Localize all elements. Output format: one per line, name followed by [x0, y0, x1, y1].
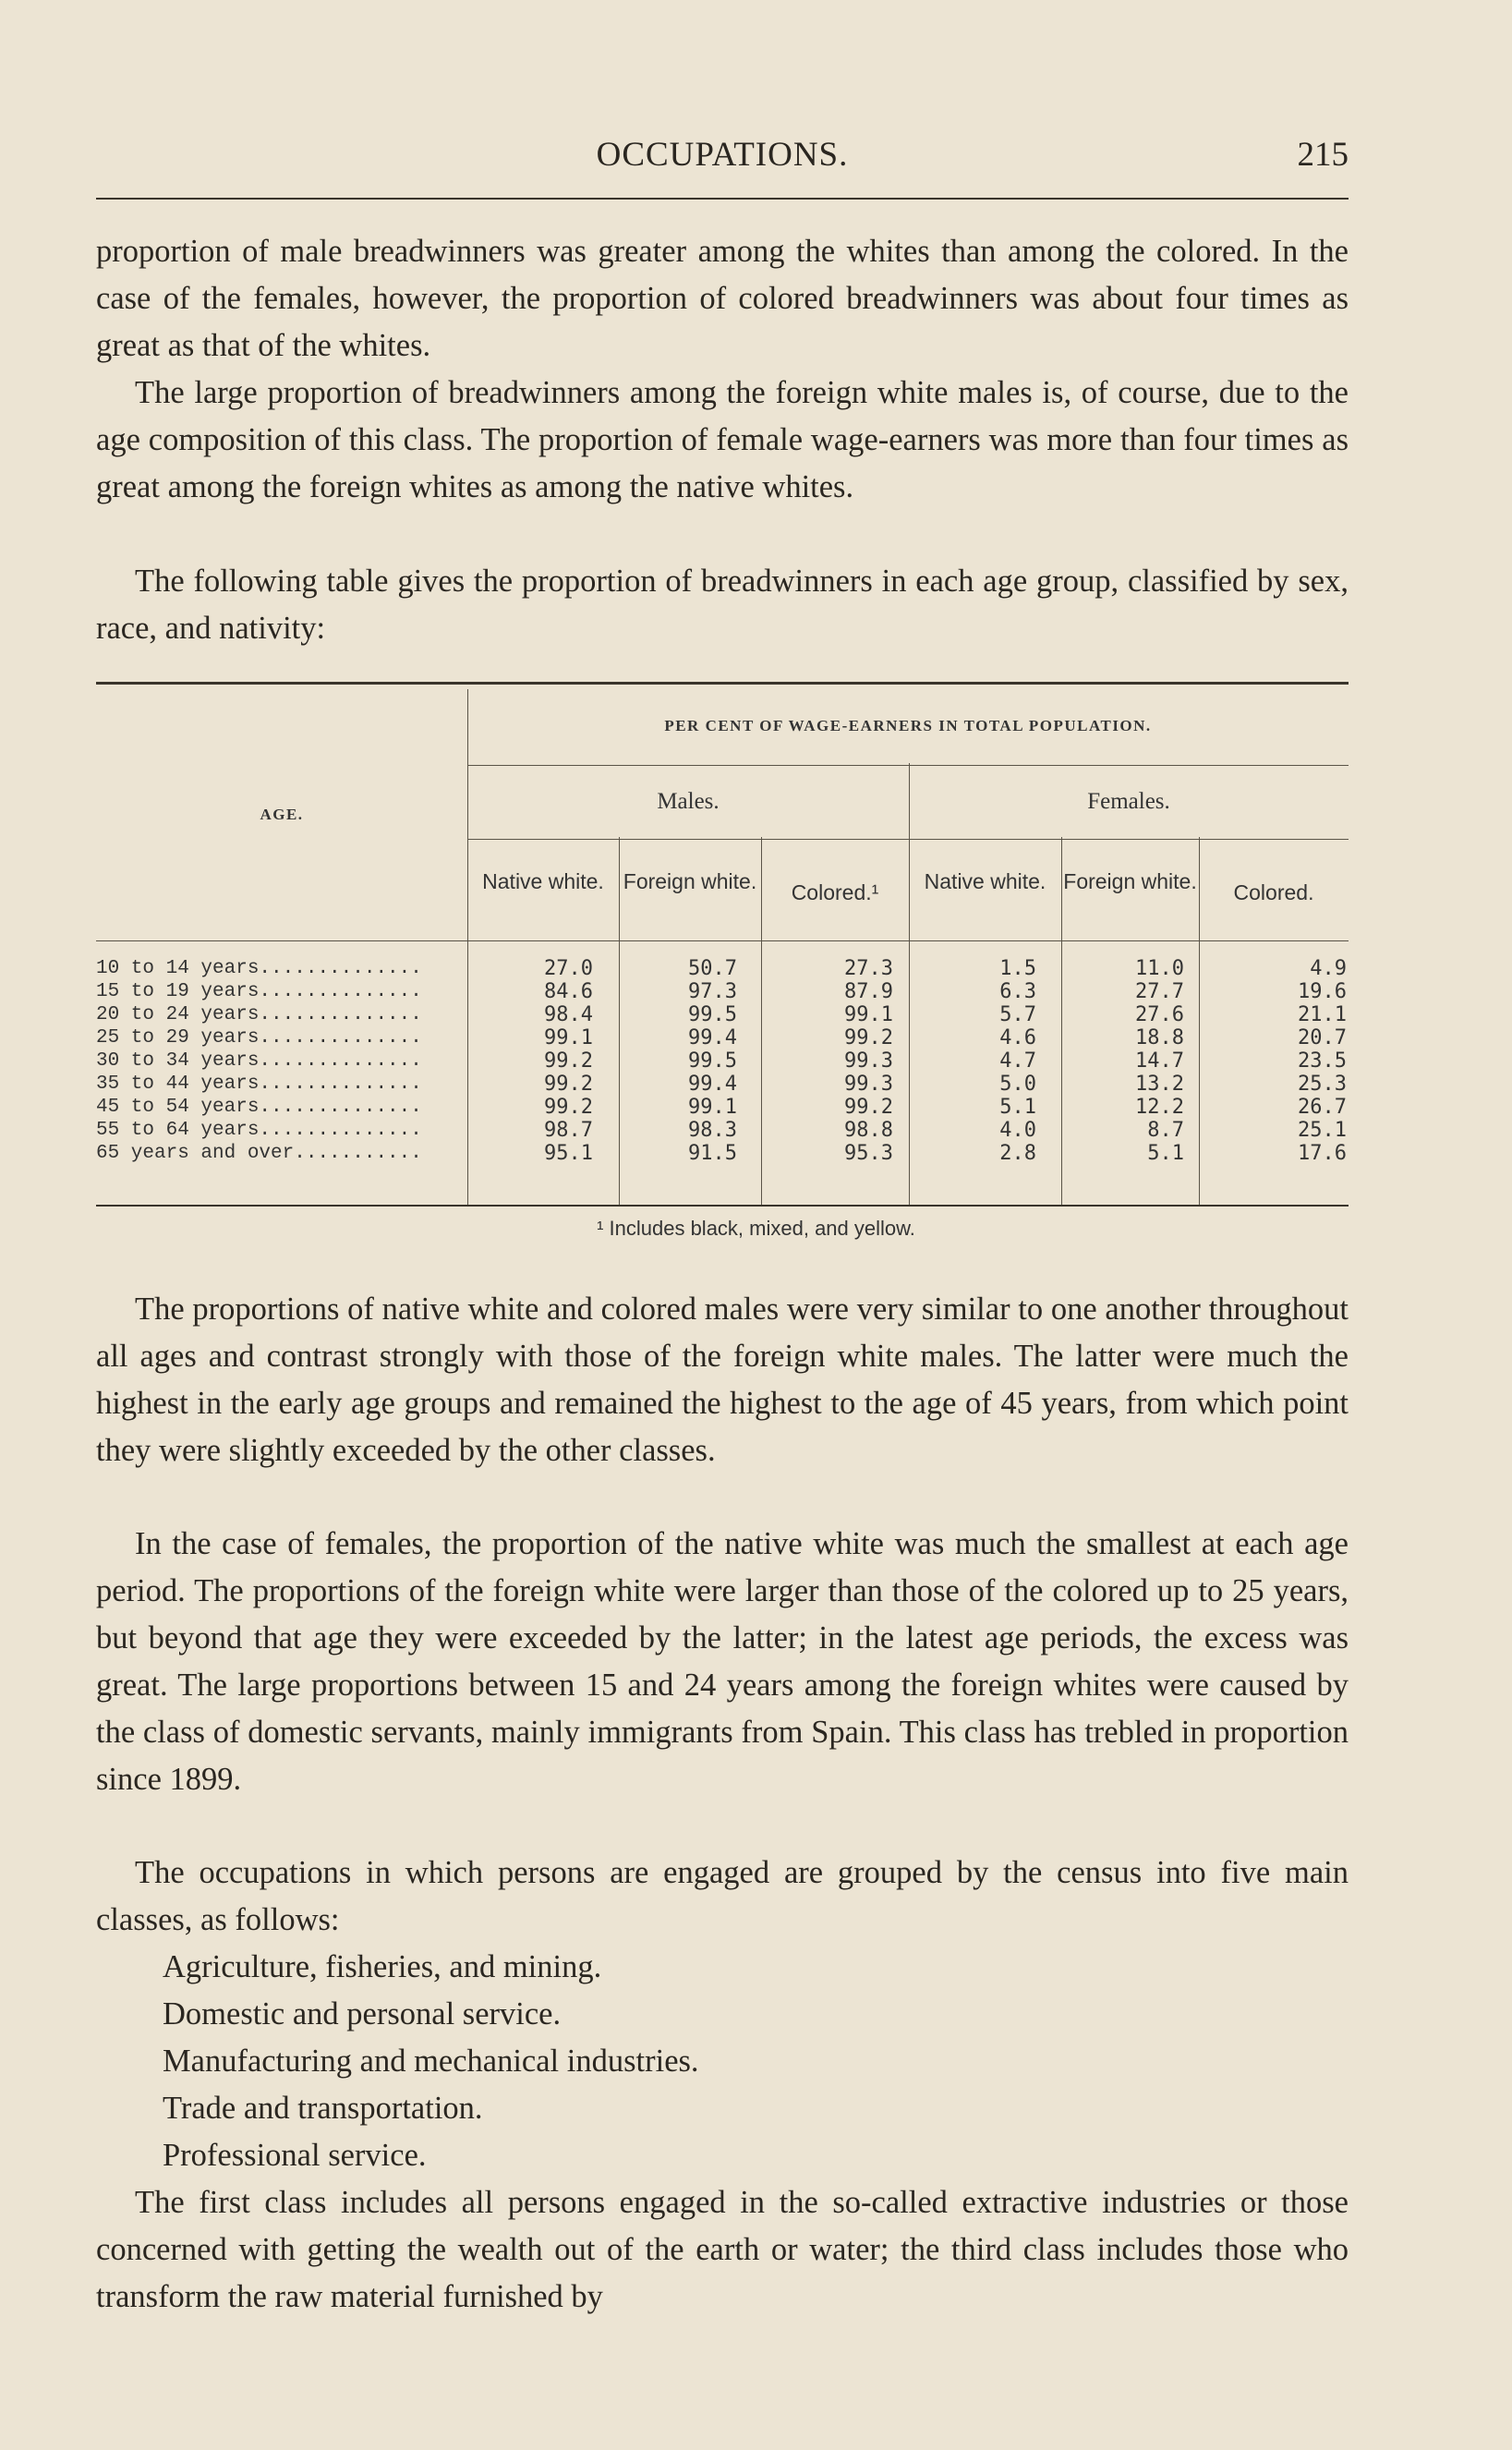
- value-cell: 95.1: [544, 1142, 593, 1165]
- value-cell: 98.8: [844, 1119, 893, 1142]
- value-cell: 1.5: [999, 957, 1036, 980]
- value-cell: 27.7: [1135, 980, 1184, 1003]
- value-cell: 5.1: [1147, 1142, 1184, 1165]
- class-item-5: Professional service.: [163, 2138, 427, 2173]
- running-head-title: OCCUPATIONS.: [596, 136, 849, 174]
- wage-earners-table: [96, 689, 1349, 1207]
- col-header-females-foreign-white: Foreign white.: [1063, 869, 1197, 893]
- table-rule-spanner: [467, 765, 1349, 766]
- group-header-males: Males.: [657, 789, 720, 814]
- col-header-males-foreign-white: Foreign white.: [623, 869, 757, 893]
- value-cell: 18.8: [1135, 1026, 1184, 1049]
- value-cell: 13.2: [1135, 1073, 1184, 1096]
- value-cell: 99.3: [844, 1049, 893, 1073]
- value-cell: 99.2: [544, 1049, 593, 1073]
- value-cell: 27.6: [1135, 1003, 1184, 1026]
- age-label: 15 to 19 years..............: [96, 981, 422, 1002]
- value-cell: 97.3: [688, 980, 737, 1003]
- col-header-males-colored: Colored.¹: [791, 880, 879, 904]
- value-cell: 99.1: [844, 1003, 893, 1026]
- value-cell: 25.3: [1298, 1073, 1347, 1096]
- age-label: 10 to 14 years..............: [96, 958, 422, 979]
- value-cell: 99.4: [688, 1026, 737, 1049]
- table-bottom-rule: [96, 1205, 1349, 1207]
- value-cell: 2.8: [999, 1142, 1036, 1165]
- value-cell: 95.3: [844, 1142, 893, 1165]
- table-divider-col: [1061, 837, 1062, 1207]
- col-header-females-native-white: Native white.: [924, 869, 1046, 893]
- age-label: 35 to 44 years..............: [96, 1073, 422, 1095]
- class-item-4: Trade and transportation.: [163, 2091, 483, 2126]
- class-item-3: Manufacturing and mechanical industries.: [163, 2044, 699, 2079]
- paragraph-3: The following table gives the proportion of breadwinners in each age group, classified by sex, race, and nativity:: [96, 564, 1349, 646]
- value-cell: 25.1: [1298, 1119, 1347, 1142]
- value-cell: 5.1: [999, 1096, 1036, 1119]
- value-cell: 87.9: [844, 980, 893, 1003]
- value-cell: 84.6: [544, 980, 593, 1003]
- value-cell: 98.3: [688, 1119, 737, 1142]
- value-cell: 5.0: [999, 1073, 1036, 1096]
- value-cell: 99.3: [844, 1073, 893, 1096]
- age-label: 20 to 24 years..............: [96, 1004, 422, 1025]
- value-cell: 5.7: [999, 1003, 1036, 1026]
- value-cell: 99.1: [688, 1096, 737, 1119]
- value-cell: 99.1: [544, 1026, 593, 1049]
- value-cell: 4.0: [999, 1119, 1036, 1142]
- paragraph-5: In the case of females, the proportion of the native white was much the smallest at each age period. The proportions of the foreign white were larger than those of the colored up to 25 years, but beyond that age they were exceeded by the latter; in the latest age periods, the excess was great. The large proportions between 15 and 24 years among the foreign whites were caused by the class of domestic servants, mainly immigrants from Spain. This class has trebled in proportion since 1899.: [96, 1526, 1349, 1797]
- paragraph-4: The proportions of native white and colored males were very similar to one another throughout all ages and contrast strongly with those of the foreign white males. The latter were much the highest in the early age groups and remained the highest to the age of 45 years, from which point they were slightly exceeded by the other classes.: [96, 1292, 1349, 1468]
- paragraph-7: The first class includes all persons engaged in the so-called extractive industries or those concerned with getting the wealth out of the earth or water; the third class includes those who transform the raw material furnished by: [96, 2185, 1349, 2314]
- running-head: [96, 135, 1349, 181]
- value-cell: 98.7: [544, 1119, 593, 1142]
- value-cell: 4.7: [999, 1049, 1036, 1073]
- value-cell: 50.7: [688, 957, 737, 980]
- value-cell: 21.1: [1298, 1003, 1347, 1026]
- age-label: 45 to 54 years..............: [96, 1097, 422, 1118]
- value-cell: 4.6: [999, 1026, 1036, 1049]
- spanner-header: PER CENT OF WAGE-EARNERS IN TOTAL POPULATION.: [664, 717, 1152, 734]
- value-cell: 27.3: [844, 957, 893, 980]
- table-divider-stub: [467, 689, 468, 1207]
- value-cell: 99.4: [688, 1073, 737, 1096]
- col-header-males-native-white: Native white.: [482, 869, 604, 893]
- value-cell: 27.0: [544, 957, 593, 980]
- age-label: 55 to 64 years..............: [96, 1120, 422, 1141]
- age-label: 25 to 29 years..............: [96, 1027, 422, 1049]
- table-divider-sex: [909, 763, 910, 1207]
- value-cell: 99.2: [544, 1096, 593, 1119]
- table-rule-head: [96, 940, 1349, 941]
- value-cell: 20.7: [1298, 1026, 1347, 1049]
- value-cell: 17.6: [1298, 1142, 1347, 1165]
- value-cell: 12.2: [1135, 1096, 1184, 1119]
- group-header-females: Females.: [1087, 789, 1170, 814]
- paragraph-6: The occupations in which persons are engaged are grouped by the census into five main classes, as follows:: [96, 1855, 1349, 1937]
- header-rule: [96, 198, 1349, 200]
- value-cell: 14.7: [1135, 1049, 1184, 1073]
- value-cell: 8.7: [1147, 1119, 1184, 1142]
- class-item-1: Agriculture, fisheries, and mining.: [163, 1949, 602, 1984]
- value-cell: 99.2: [844, 1026, 893, 1049]
- stub-header: AGE.: [260, 806, 304, 823]
- value-cell: 19.6: [1298, 980, 1347, 1003]
- value-cell: 26.7: [1298, 1096, 1347, 1119]
- value-cell: 11.0: [1135, 957, 1184, 980]
- age-label: 30 to 34 years..............: [96, 1050, 422, 1072]
- value-cell: 4.9: [1310, 957, 1347, 980]
- paragraph-1: proportion of male breadwinners was greater among the whites than among the colored. In the case of the females, however, the proportion of colored breadwinners was about four times as great as that of the whites.: [96, 234, 1349, 363]
- table-rule-group: [467, 839, 1349, 840]
- value-cell: 99.5: [688, 1003, 737, 1026]
- age-label: 65 years and over...........: [96, 1143, 422, 1164]
- page-number: 215: [1297, 136, 1349, 174]
- value-cell: 6.3: [999, 980, 1036, 1003]
- value-cell: 91.5: [688, 1142, 737, 1165]
- table-footnote: ¹ Includes black, mixed, and yellow.: [597, 1217, 915, 1240]
- table-top-rule: [96, 682, 1349, 685]
- paragraph-2: The large proportion of breadwinners among the foreign white males is, of course, due to the age composition of this class. The proportion of female wage-earners was more than four times as great among the foreign whites as among the native whites.: [96, 375, 1349, 504]
- table-divider-col: [619, 837, 620, 1207]
- value-cell: 98.4: [544, 1003, 593, 1026]
- col-header-females-colored: Colored.: [1233, 880, 1314, 904]
- value-cell: 99.2: [544, 1073, 593, 1096]
- value-cell: 99.5: [688, 1049, 737, 1073]
- class-item-2: Domestic and personal service.: [163, 1996, 562, 2032]
- value-cell: 23.5: [1298, 1049, 1347, 1073]
- value-cell: 99.2: [844, 1096, 893, 1119]
